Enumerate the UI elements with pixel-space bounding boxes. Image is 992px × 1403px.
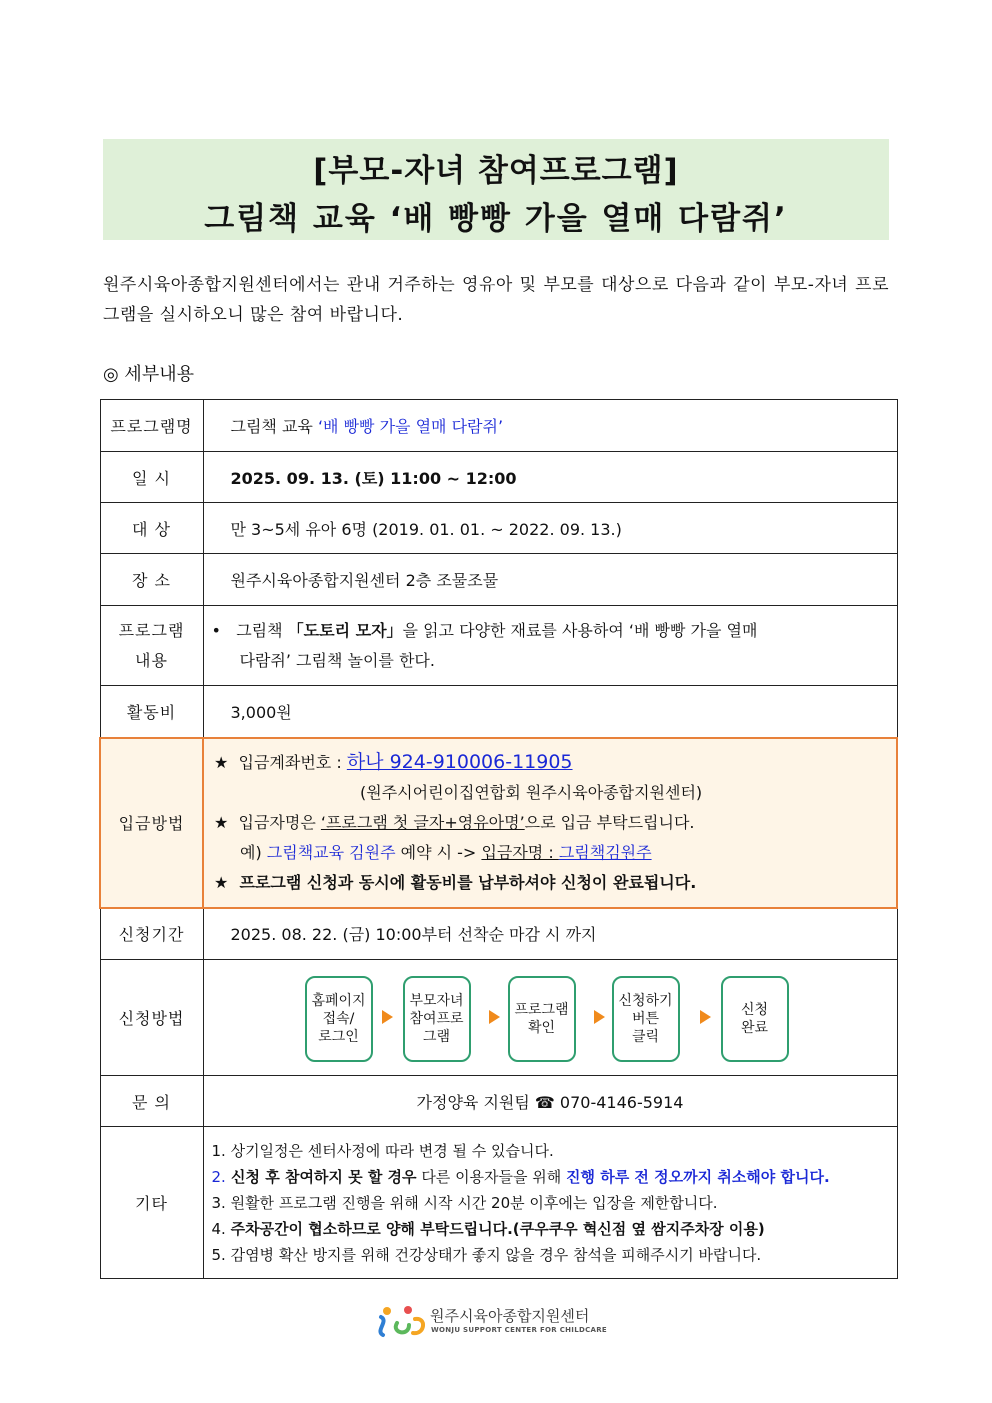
title-line-1: [부모-자녀 참여프로그램] xyxy=(313,153,679,189)
example-prefix: 예) xyxy=(240,843,267,862)
intro-paragraph: 원주시육아종합지원센터에서는 관내 거주하는 영유아 및 부모를 대상으로 다음과 같이 부모-자녀 프로그램을 실시하오니 많은 참여 바랍니다. xyxy=(103,275,889,325)
note-2-mid: 다른 이용자들을 위해 xyxy=(416,1167,567,1186)
row-period xyxy=(100,908,897,960)
row-datetime xyxy=(100,452,897,503)
star-icon: ★ xyxy=(214,813,229,832)
label-etc: 기타 xyxy=(100,1127,203,1279)
value-etc xyxy=(203,1127,897,1279)
example-label: 입금자명 : xyxy=(481,843,559,862)
details-table xyxy=(99,399,898,1279)
content-book-title: 「도토리 모자」 xyxy=(287,620,403,640)
note-2-number: 2. xyxy=(211,1167,226,1186)
row-fee xyxy=(100,686,897,738)
label-program-name: 프로그램명 xyxy=(100,400,203,452)
title-line-2: 그림책 교육 ‘배 빵빵 가을 열매 다람쥐’ xyxy=(204,201,788,237)
row-target xyxy=(100,503,897,554)
note-4-number: 4. xyxy=(211,1219,231,1238)
star-icon: ★ xyxy=(214,753,229,772)
note-1: 1. 상기일정은 센터사정에 따라 변경 될 수 있습니다. xyxy=(211,1141,554,1160)
title-banner xyxy=(103,139,889,240)
name-rule-prefix: 입금자명은 xyxy=(238,813,321,832)
label-method: 신청방법 xyxy=(100,960,203,1076)
content-part1: 그림책 xyxy=(236,620,288,640)
footer-logo xyxy=(375,1301,625,1341)
label-contact: 문 의 xyxy=(100,1076,203,1127)
example-mid: 예약 시 -> xyxy=(395,843,482,862)
flow-step-check: 프로그램 확인 xyxy=(508,976,576,1062)
value-fee: 3,000원 xyxy=(203,686,897,738)
value-datetime: 2025. 09. 13. (토) 11:00 ~ 12:00 xyxy=(203,452,897,503)
arrow-right-icon xyxy=(594,1010,605,1024)
label-target: 대 상 xyxy=(100,503,203,554)
label-fee: 활동비 xyxy=(100,686,203,738)
content-part2: 을 읽고 다양한 재료를 사용하여 ‘배 빵빵 가을 열매 xyxy=(402,620,758,640)
arrow-right-icon xyxy=(489,1010,500,1024)
row-content xyxy=(100,606,897,686)
value-target: 만 3~5세 유아 6명 (2019. 01. 01. ~ 2022. 09. 13.) xyxy=(203,503,897,554)
note-4 xyxy=(212,1216,897,1242)
row-place xyxy=(100,554,897,606)
content-bullet: • xyxy=(211,620,221,640)
program-name-title: ‘배 빵빵 가을 열매 다람쥐’ xyxy=(317,417,504,436)
flow-step-login: 홈페이지 접속/ 로그인 xyxy=(305,976,373,1062)
flow-step-complete: 신청 완료 xyxy=(721,976,789,1062)
section-heading: ◎ 세부내용 xyxy=(103,364,194,385)
footer-org-name: 원주시육아종합지원센터 xyxy=(430,1307,590,1325)
value-contact: 가정양육 지원팀 ☎ 070-4146-5914 xyxy=(203,1076,897,1127)
name-rule-suffix: 으로 입금 부탁드립니다. xyxy=(524,813,695,832)
application-flow xyxy=(204,960,897,1075)
label-deposit: 입금방법 xyxy=(100,738,203,908)
row-deposit xyxy=(100,738,897,908)
value-program-name xyxy=(203,400,897,452)
row-etc xyxy=(100,1127,897,1279)
account-number: 하나 924-910006-11905 xyxy=(346,751,573,773)
arrow-right-icon xyxy=(700,1010,711,1024)
note-5: 5. 감염병 확산 방지를 위해 건강상태가 좋지 않을 경우 참석을 피해주시기 바랍니다. xyxy=(211,1245,762,1264)
example-name: 그림책교육 김원주 xyxy=(266,843,396,862)
label-content xyxy=(100,606,203,686)
note-2 xyxy=(212,1164,897,1190)
example-value: 그림책김원주 xyxy=(558,843,652,862)
label-place: 장 소 xyxy=(100,554,203,606)
value-period: 2025. 08. 22. (금) 10:00부터 선착순 마감 시 까지 xyxy=(203,908,897,960)
deposit-notice: 프로그램 신청과 동시에 활동비를 납부하셔야 신청이 완료됩니다. xyxy=(239,873,697,892)
value-place: 원주시육아종합지원센터 2층 조물조물 xyxy=(203,554,897,606)
label-content-line1: 프로그램 xyxy=(118,620,185,640)
footer-org-eng: WONJU SUPPORT CENTER FOR CHILDCARE xyxy=(431,1326,607,1334)
note-4-bold: 주차공간이 협소하므로 양해 부탁드립니다.(쿠우쿠우 혁신점 옆 쌈지주차장 이용) xyxy=(230,1219,765,1238)
arrow-right-icon xyxy=(382,1010,393,1024)
row-method xyxy=(100,960,897,1076)
value-content xyxy=(203,606,897,686)
row-contact xyxy=(100,1076,897,1127)
label-datetime: 일 시 xyxy=(100,452,203,503)
label-period: 신청기간 xyxy=(100,908,203,960)
account-label: 입금계좌번호 : xyxy=(238,753,347,772)
note-3: 3. 원활한 프로그램 진행을 위해 시작 시간 20분 이후에는 입장을 제한합니다. xyxy=(211,1193,718,1212)
program-name-prefix: 그림책 교육 xyxy=(230,417,318,436)
flow-step-program: 부모자녀 참여프로 그램 xyxy=(403,976,471,1062)
value-method xyxy=(203,960,897,1076)
note-2-deadline: 진행 하루 전 정오까지 취소해야 합니다. xyxy=(566,1167,830,1186)
content-line2: 다람쥐’ 그림책 놀이를 한다. xyxy=(239,650,435,670)
label-content-line2: 내용 xyxy=(135,650,168,670)
row-program-name xyxy=(100,400,897,452)
value-deposit xyxy=(203,738,897,908)
name-rule: ‘프로그램 첫 글자+영유아명’ xyxy=(320,813,525,832)
star-icon: ★ xyxy=(214,873,229,892)
account-holder: (원주시어린이집연합회 원주시육아종합지원센터) xyxy=(360,783,703,802)
note-2-bold: 신청 후 참여하지 못 할 경우 xyxy=(225,1167,417,1186)
center-logo-icon xyxy=(375,1303,427,1339)
flow-step-apply-button: 신청하기 버튼 클릭 xyxy=(612,976,680,1062)
